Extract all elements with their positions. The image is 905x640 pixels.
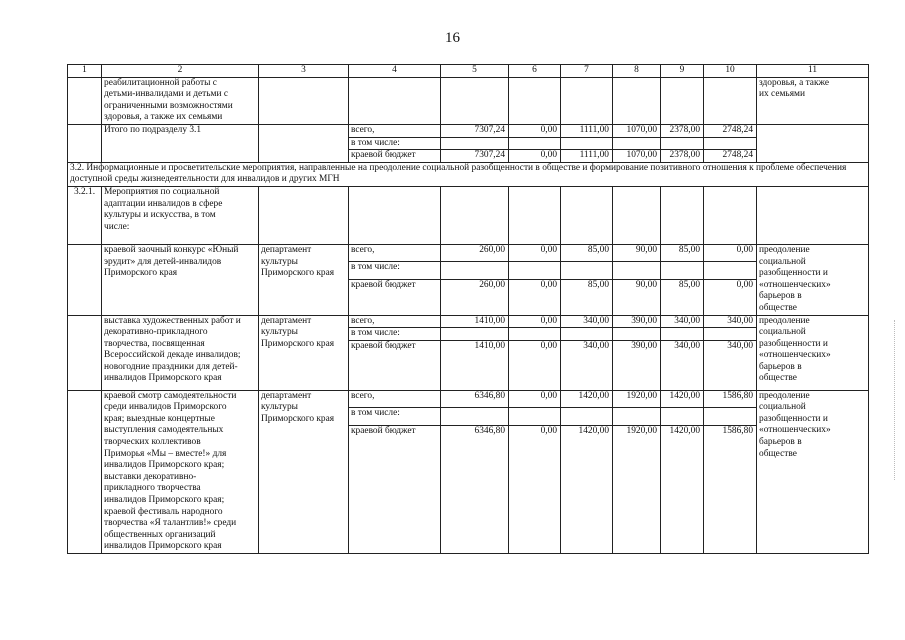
funding-label: краевой бюджет <box>349 426 441 554</box>
amount-year: 0,00 <box>704 244 757 261</box>
scan-edge-mark <box>894 320 901 480</box>
amount-cell <box>509 328 561 341</box>
amount-year: 390,00 <box>613 315 661 328</box>
amount-cell <box>441 328 509 341</box>
executor: департамент культуры Приморского края <box>259 390 349 553</box>
amount-year: 1111,00 <box>561 124 613 137</box>
amount-cell <box>661 186 704 244</box>
amount-cell <box>704 186 757 244</box>
executor: департамент культуры Приморского края <box>259 315 349 390</box>
amount-year: 90,00 <box>613 279 661 315</box>
expected-result: преодоление социальной разобщенности и «отношенческих» барьеров в обществе <box>757 390 869 553</box>
funding-label: краевой бюджет <box>349 150 441 163</box>
funding-label: в том числе: <box>349 137 441 150</box>
funding-label: краевой бюджет <box>349 279 441 315</box>
column-number: 11 <box>757 65 869 78</box>
amount-year: 0,00 <box>509 279 561 315</box>
funding-label: в том числе: <box>349 408 441 426</box>
amount-year: 1586,80 <box>704 390 757 408</box>
continuation-row <box>68 77 869 124</box>
amount-year: 85,00 <box>661 279 704 315</box>
amount-year: 85,00 <box>561 279 613 315</box>
amount-cell <box>661 408 704 426</box>
amount-cell <box>704 77 757 124</box>
amount-year: 1586,80 <box>704 426 757 554</box>
amount-total: 6346,80 <box>441 426 509 554</box>
amount-year: 1420,00 <box>661 390 704 408</box>
row-number <box>68 315 102 390</box>
amount-year: 1070,00 <box>613 150 661 163</box>
row-number <box>68 77 102 124</box>
expected-result: здоровья, а также их семьями <box>757 77 869 124</box>
column-number: 7 <box>561 65 613 78</box>
amount-cell <box>613 186 661 244</box>
amount-cell <box>613 328 661 341</box>
amount-cell <box>441 262 509 279</box>
subsection-row <box>68 186 869 244</box>
amount-year: 1420,00 <box>661 426 704 554</box>
measure-name: реабилитационной работы с детьми-инвалидами и детьми с ограниченными возможностями здоровья, а также их семьями <box>102 77 259 124</box>
amount-year: 0,00 <box>509 244 561 261</box>
amount-cell <box>509 408 561 426</box>
expected-result <box>757 124 869 162</box>
amount-year: 85,00 <box>561 244 613 261</box>
amount-cell <box>661 137 704 150</box>
amount-total: 1410,00 <box>441 340 509 390</box>
amount-cell <box>509 186 561 244</box>
expected-result <box>757 186 869 244</box>
amount-year: 0,00 <box>509 390 561 408</box>
page-number: 16 <box>445 30 460 46</box>
column-number: 4 <box>349 65 441 78</box>
amount-cell <box>561 186 613 244</box>
amount-total: 260,00 <box>441 279 509 315</box>
measures-table <box>67 64 869 554</box>
funding-label: в том числе: <box>349 262 441 279</box>
column-number: 6 <box>509 65 561 78</box>
amount-total: 6346,80 <box>441 390 509 408</box>
amount-year: 85,00 <box>661 244 704 261</box>
measure-row-all <box>68 244 869 261</box>
amount-cell <box>704 408 757 426</box>
row-number <box>68 124 102 162</box>
amount-cell <box>441 137 509 150</box>
amount-year: 0,00 <box>509 124 561 137</box>
expected-result: преодоление социальной разобщенности и «отношенческих» барьеров в обществе <box>757 315 869 390</box>
amount-year: 2378,00 <box>661 150 704 163</box>
measure-row-all <box>68 315 869 328</box>
amount-cell <box>441 408 509 426</box>
executor <box>259 186 349 244</box>
section-heading: 3.2. Информационные и просветительские мероприятия, направленные на преодоление социальной разобщенности в обществе и формирование позитивного отношения к проблеме обеспечения доступной среды жизнедеятельности для инвалидов и других МГН <box>68 162 869 186</box>
column-number: 9 <box>661 65 704 78</box>
amount-year: 1920,00 <box>613 426 661 554</box>
amount-year: 90,00 <box>613 244 661 261</box>
funding-label: всего, <box>349 244 441 261</box>
amount-cell <box>561 408 613 426</box>
amount-year: 0,00 <box>509 426 561 554</box>
amount-cell <box>509 137 561 150</box>
amount-cell <box>613 137 661 150</box>
row-number <box>68 244 102 315</box>
column-number: 1 <box>68 65 102 78</box>
funding-source <box>349 186 441 244</box>
amount-year: 0,00 <box>704 279 757 315</box>
executor <box>259 77 349 124</box>
funding-label: всего, <box>349 315 441 328</box>
column-number: 3 <box>259 65 349 78</box>
amount-cell <box>561 262 613 279</box>
amount-year: 340,00 <box>661 340 704 390</box>
column-number: 8 <box>613 65 661 78</box>
amount-year: 2748,24 <box>704 150 757 163</box>
column-number: 10 <box>704 65 757 78</box>
amount-year: 390,00 <box>613 340 661 390</box>
executor: департамент культуры Приморского края <box>259 244 349 315</box>
total-label: Итого по подразделу 3.1 <box>102 124 259 162</box>
funding-label: в том числе: <box>349 328 441 341</box>
amount-year: 1420,00 <box>561 426 613 554</box>
amount-total: 260,00 <box>441 244 509 261</box>
amount-year: 1070,00 <box>613 124 661 137</box>
amount-year: 1111,00 <box>561 150 613 163</box>
amount-cell <box>441 77 509 124</box>
section-row <box>68 162 869 186</box>
amount-cell <box>661 77 704 124</box>
amount-cell <box>661 328 704 341</box>
amount-year: 2378,00 <box>661 124 704 137</box>
amount-cell <box>704 262 757 279</box>
amount-cell <box>704 328 757 341</box>
amount-cell <box>613 77 661 124</box>
amount-year: 2748,24 <box>704 124 757 137</box>
amount-cell <box>509 262 561 279</box>
amount-cell <box>561 328 613 341</box>
amount-cell <box>561 77 613 124</box>
funding-label: краевой бюджет <box>349 340 441 390</box>
column-number-row <box>68 65 869 78</box>
funding-label: всего, <box>349 124 441 137</box>
amount-year: 0,00 <box>509 150 561 163</box>
funding-source <box>349 77 441 124</box>
amount-cell <box>509 77 561 124</box>
amount-year: 340,00 <box>661 315 704 328</box>
amount-year: 340,00 <box>561 315 613 328</box>
amount-cell <box>561 137 613 150</box>
measure-row-all <box>68 390 869 408</box>
amount-year: 0,00 <box>509 315 561 328</box>
measure-name: краевой смотр самодеятельности среди инвалидов Приморского края; выездные концертные выступления самодеятельных творческих коллективов Приморья «Мы – вместе!» для инвалидов Приморского края; выставки декоративно- прикладного творчества инвалидов Приморского края; краевой фестиваль народного творчества «Я талантлив!» среди общественных организаций инвалидов Приморского края <box>102 390 259 553</box>
amount-year: 1920,00 <box>613 390 661 408</box>
measure-name: Мероприятия по социальной адаптации инвалидов в сфере культуры и искусства, в том числе: <box>102 186 259 244</box>
amount-cell <box>704 137 757 150</box>
amount-cell <box>661 262 704 279</box>
total-row-all <box>68 124 869 137</box>
amount-cell <box>613 262 661 279</box>
row-number <box>68 390 102 553</box>
measure-name: выставка художественных работ и декоративно-прикладного творчества, посвященная Всероссийской декаде инвалидов; новогодние праздники для детей- инвалидов Приморского края <box>102 315 259 390</box>
amount-year: 340,00 <box>704 340 757 390</box>
amount-total: 7307,24 <box>441 124 509 137</box>
column-number: 2 <box>102 65 259 78</box>
amount-total: 7307,24 <box>441 150 509 163</box>
amount-cell <box>441 186 509 244</box>
funding-label: всего, <box>349 390 441 408</box>
measure-name: краевой заочный конкурс «Юный эрудит» для детей-инвалидов Приморского края <box>102 244 259 315</box>
amount-year: 340,00 <box>704 315 757 328</box>
row-number: 3.2.1. <box>68 186 102 244</box>
amount-cell <box>613 408 661 426</box>
amount-year: 1420,00 <box>561 390 613 408</box>
expected-result: преодоление социальной разобщенности и «отношенческих» барьеров в обществе <box>757 244 869 315</box>
amount-total: 1410,00 <box>441 315 509 328</box>
amount-year: 340,00 <box>561 340 613 390</box>
amount-year: 0,00 <box>509 340 561 390</box>
executor <box>259 124 349 162</box>
column-number: 5 <box>441 65 509 78</box>
